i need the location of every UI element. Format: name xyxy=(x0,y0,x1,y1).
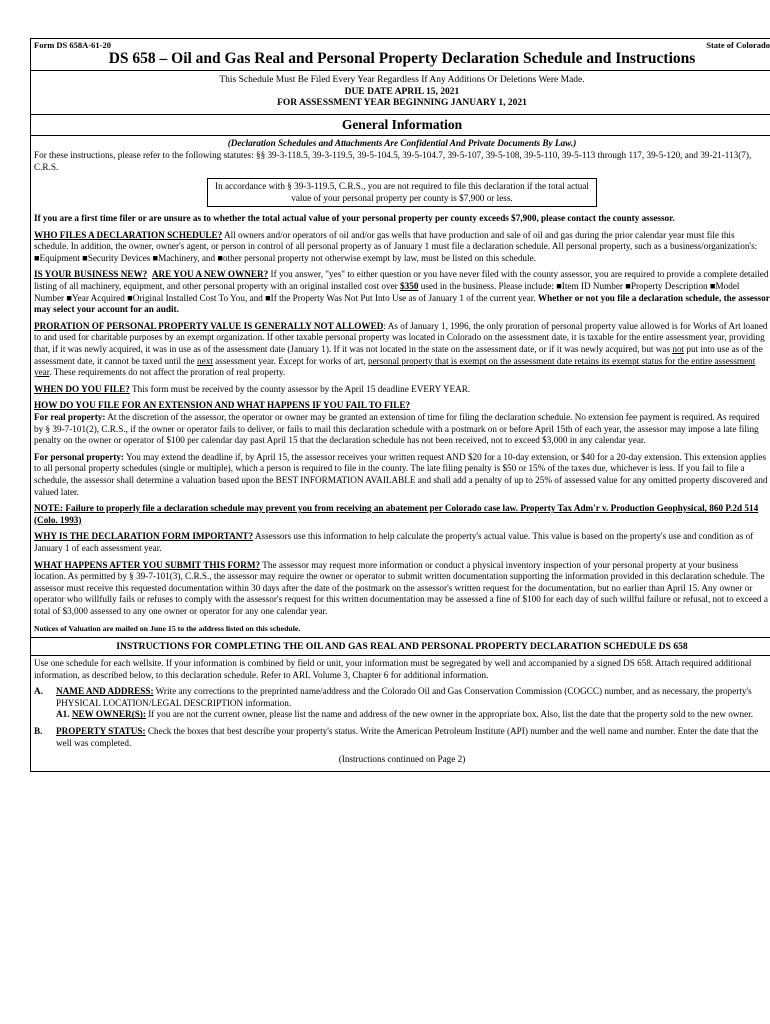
when-file-paragraph xyxy=(34,384,770,396)
proration-text-1: : As of January 1, 1996, the only proration of personal property value allowed is for Works of Art loaned to and used for charitable purposes by an exempt organization. If other taxable personal property was located in Colorado on the assessment date, it is taxable for the entire assessment year, providing that, if it was newly acquired, it was in use as of the assessment date (January 1). If it was not located in the state on the assessment date, or if it was newly acquired, but was xyxy=(34,320,768,355)
statutes-paragraph: For these instructions, please refer to the following statutes: §§ 39-3-118.5, 39-3-119.5, 39-5-104.5, 39-5-104.7, 39-5-107, 39-5-108, 39-5-110, 39-5-113 through 117, 39-5-120, and 39-21-113(7), C.R.S. xyxy=(34,150,752,172)
general-info-body xyxy=(31,136,770,638)
first-time-filer-paragraph: If you are a first time filer or are unsure as to whether the total actual value of your personal property per county exceeds $7,900, please contact the county assessor. xyxy=(34,213,675,224)
cost-threshold: $350 xyxy=(400,281,419,292)
instructions-title: INSTRUCTIONS FOR COMPLETING THE OIL AND GAS REAL AND PERSONAL PROPERTY DECLARATION SCHEDULE DS 658 xyxy=(31,637,770,656)
form-container xyxy=(30,38,770,772)
proration-text-3: assessment year. Except for works of art, xyxy=(212,355,368,366)
extension-heading: HOW DO YOU FILE FOR AN EXTENSION AND WHAT HAPPENS IF YOU FAIL TO FILE? xyxy=(34,400,411,411)
filing-notice: This Schedule Must Be Filed Every Year Regardless If Any Additions Or Deletions Were Made. xyxy=(219,75,585,85)
new-business-text: If you answer, "yes" to either question or you have never filed with the county assessor, you are required to provide a complete detailed listing of all machinery, equipment, and other personal property with an original installed cost over xyxy=(34,269,769,292)
exemption-box: In accordance with § 39-3-119.5, C.R.S., you are not required to file this declaration if the total actual value of your personal property per county is $7,900 or less. xyxy=(207,178,597,207)
instruction-b xyxy=(34,726,770,749)
new-business-heading: IS YOUR BUSINESS NEW? xyxy=(34,269,148,280)
after-submit-paragraph xyxy=(34,560,770,618)
valuation-notice: Notices of Valuation are mailed on June 15 to the address listed on this schedule. xyxy=(34,623,301,633)
who-files-paragraph xyxy=(34,230,770,265)
real-property-label: For real property: xyxy=(34,412,106,422)
document-title: DS 658 – Oil and Gas Real and Personal Property Declaration Schedule and Instructions xyxy=(31,50,770,71)
when-file-heading: WHEN DO YOU FILE? xyxy=(34,383,130,394)
proration-heading: PRORATION OF PERSONAL PROPERTY VALUE IS GENERALLY NOT ALLOWED xyxy=(34,320,384,331)
instruction-a-heading: NAME AND ADDRESS: xyxy=(56,686,154,697)
after-submit-text: The assessor may request more information or conduct a physical inventory inspection of your personal property at your business location. As permitted by § 39-7-101(3), C.R.S., the assessor may require the owner or operator to submit written documentation supporting the information provided in this declaration schedule. The assessor must receive this requested documentation within 30 days after the date of the postmark on the assessor's written request for the documentation, but no earlier than April 15. Any owner or operator who willfully fails or refuses to comply with the assessor's request for this written documentation may be assessed a fine of $100 for each day of such willful failure or refusal, not to exceed a total of $3,000 assessed to any one owner or operator for any one calendar year. xyxy=(34,559,768,616)
proration-exempt-status: personal property that is exempt on the assessment date retains its exempt status for the entire assessment year xyxy=(34,355,756,378)
proration-paragraph xyxy=(34,321,770,379)
due-date: DUE DATE APRIL 15, 2021 xyxy=(344,86,460,97)
who-files-heading: WHO FILES A DECLARATION SCHEDULE? xyxy=(34,229,223,240)
instruction-b-text: Check the boxes that best describe your property's status. Write the American Petroleum Institute (API) number and the well name and number. Enter the date that the well was completed. xyxy=(56,726,759,748)
assessment-year: FOR ASSESSMENT YEAR BEGINNING JANUARY 1, 2021 xyxy=(277,98,527,108)
real-property-text: At the discretion of the assessor, the operator or owner may be granted an extension of time for filing the declaration schedule. No extension fee payment is required. As required by § 39-7-101(2), C.R.S., if the owner or operator fails to deliver, or fails to mail this declaration schedule with a postmark on or before April 15th of each year, the assessor may impose a late filing penalty on the owner or operator of $100 per calendar day past April 15 that the declaration schedule has not been received, not to exceed $3,000 in any calendar year. xyxy=(34,412,760,446)
instructions-body xyxy=(31,656,770,771)
after-submit-heading: WHAT HAPPENS AFTER YOU SUBMIT THIS FORM? xyxy=(34,559,261,570)
new-business-paragraph xyxy=(34,269,770,315)
audit-notice: Whether or not you file a declaration schedule, the assessor may select your account for an audit. xyxy=(34,292,770,315)
instruction-a1 xyxy=(56,709,770,721)
personal-property-text: You may extend the deadline if, by April 15, the assessor receives your written request AND $20 for a 10-day extension, or $40 for a 20-day extension. This extension applies to all personal property schedules (single or multiple), which a person is required to file in the county. The late filing penalty is $50 or 15% of the taxes due, whichever is less. If you fail to file a schedule, the assessor shall determine a valuation based upon the BEST INFORMATION AVAILABLE and shall add a penalty of up to 25% of assessed value for any omitted property discovered and valued later. xyxy=(34,451,768,497)
instruction-a xyxy=(34,686,770,721)
instruction-b-content xyxy=(56,726,770,749)
instruction-a1-text: If you are not the current owner, please list the name and address of the new owner in the appropriate box. Also, list the date that the property sold to the new owner. xyxy=(145,709,754,720)
instruction-a-letter: A. xyxy=(34,686,43,697)
note-text: : Failure to properly file a declaration schedule may prevent you from receiving an abatement per Colorado case law. Property Tax Adm'r v. Production Geophysical, 860 P.2d 514 (Colo. 1993) xyxy=(34,503,759,525)
note-label: NOTE xyxy=(34,503,61,514)
important-paragraph xyxy=(34,531,770,554)
new-owner-heading: ARE YOU A NEW OWNER? xyxy=(151,269,269,280)
top-line xyxy=(31,39,770,50)
proration-not: not xyxy=(672,344,685,355)
personal-property-label: For personal property: xyxy=(34,451,124,462)
instruction-a1-heading: NEW OWNER(S): xyxy=(71,709,146,720)
state-label: State of Colorado xyxy=(706,40,770,50)
personal-property-paragraph xyxy=(34,452,770,498)
important-heading: WHY IS THE DECLARATION FORM IMPORTANT? xyxy=(34,531,254,542)
instruction-a-text: Write any corrections to the preprinted name/address and the Colorado Oil and Gas Conservation Commission (COGCC) number, and as necessary, the property's PHYSICAL LOCATION/LEGAL DESCRIPTION information. xyxy=(56,686,752,708)
instructions-intro: Use one schedule for each wellsite. If your information is combined by field or unit, your information must be segregated by well and accompanied by a signed DS 658. Attach required additional information, as described below, to this declaration schedule. Refer to ARL Volume 3, Chapter 6 for additional information. xyxy=(34,658,752,680)
confidential-notice: (Declaration Schedules and Attachments Are Confidential And Private Documents By Law.) xyxy=(227,137,577,148)
when-file-text: This form must be received by the county assessor by the April 15 deadline EVERY YEAR. xyxy=(129,383,471,394)
instruction-a1-label: A1. xyxy=(56,709,70,720)
header-block xyxy=(31,71,770,115)
proration-text-4: . These requirements do not affect the proration of real property. xyxy=(49,367,286,378)
important-text: Assessors use this information to help calculate the property's actual value. This value is based on the property's use and condition as of January 1 of each assessment year. xyxy=(34,531,754,553)
proration-text-2: put into use as of the assessment date, it cannot be taxed until the xyxy=(34,344,763,366)
instruction-a-content xyxy=(56,686,770,721)
real-property-paragraph xyxy=(34,412,770,447)
instruction-b-heading: PROPERTY STATUS: xyxy=(56,726,146,737)
continued-notice: (Instructions continued on Page 2) xyxy=(338,754,466,765)
general-info-title: General Information xyxy=(31,115,770,136)
new-business-text-2: used in the business. Please include: ■Item ID Number ■Property Description ■Model Number ■Year Acquired ■Original Installed Cost To You, and ■If the Property Was Not Put Into Use as of January 1 of the current year. xyxy=(34,281,740,303)
note-paragraph xyxy=(34,503,770,526)
proration-next: next xyxy=(197,355,213,366)
who-files-text: All owners and/or operators of oil and/or gas wells that have production and sale of oil and gas during the prior calendar year must file this schedule. In addition, the owner, owner's agent, or person in control of all personal property as of January 1 must file a declaration schedule. All personal property, such as a business/organization's: ■Equipment ■Security Devices ■Machinery, and ■other personal property not otherwise exempt by law, must be listed on this schedule. xyxy=(34,229,758,263)
page xyxy=(30,0,770,772)
instruction-b-letter: B. xyxy=(34,726,43,737)
form-id: Form DS 658A-61-20 xyxy=(34,40,111,50)
